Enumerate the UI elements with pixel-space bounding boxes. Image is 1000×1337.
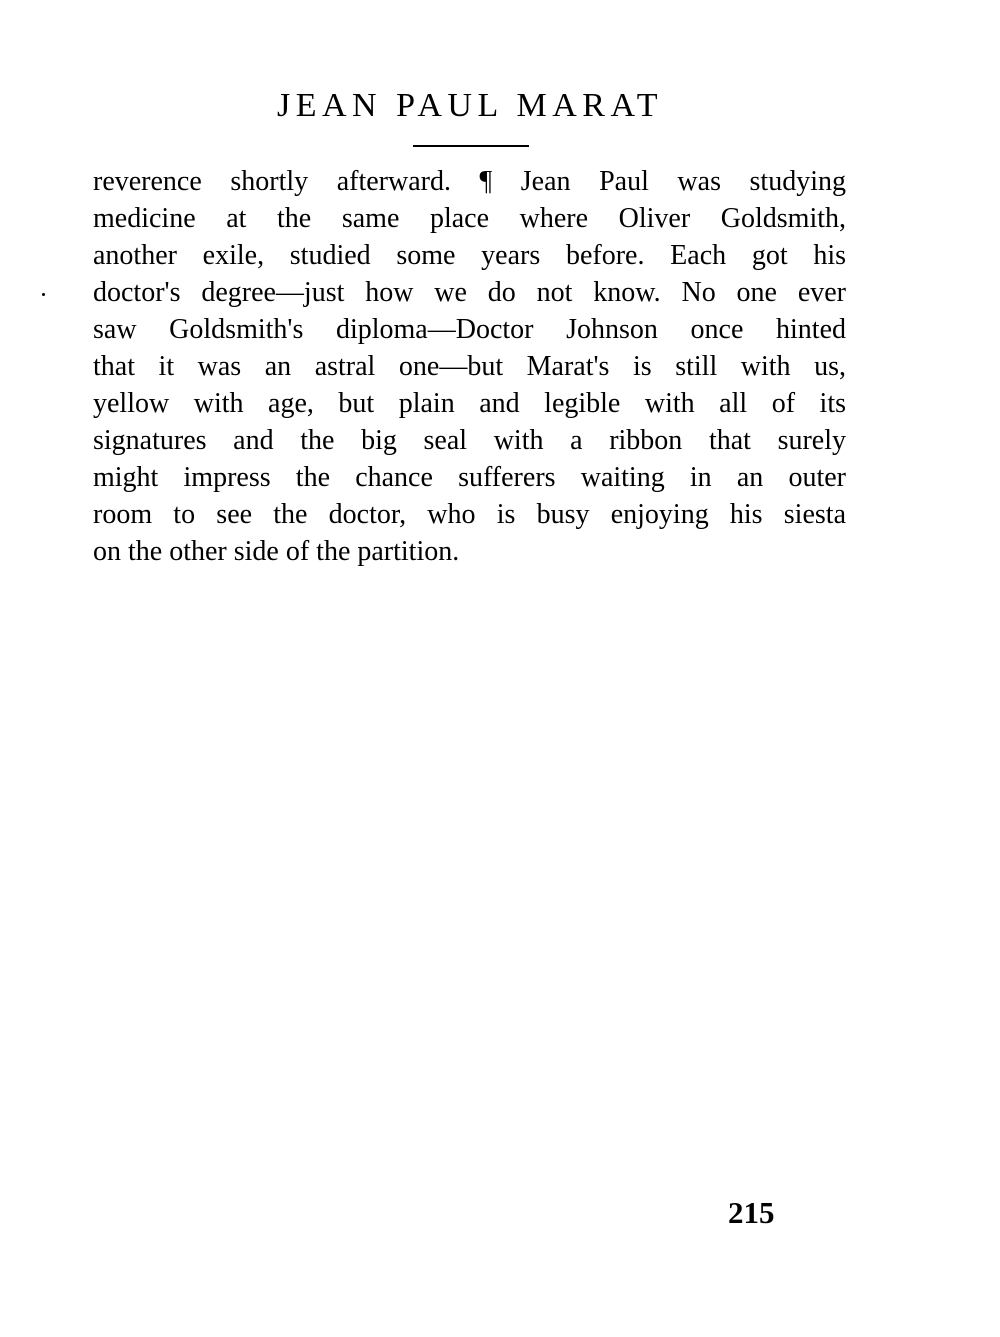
body-paragraph	[93, 163, 846, 570]
text-line: medicine at the same place where Oliver Goldsmith,	[93, 203, 846, 234]
text-line: another exile, studied some years before. Each got his	[93, 240, 846, 271]
text-line: might impress the chance sufferers waiting in an outer	[93, 462, 846, 493]
text-line: saw Goldsmith's diploma—Doctor Johnson once hinted	[93, 314, 846, 345]
text-line: on the other side of the partition.	[93, 536, 460, 567]
text-line: doctor's degree—just how we do not know. No one ever	[93, 277, 846, 308]
page-number: 215	[728, 1195, 775, 1230]
text-line: signatures and the big seal with a ribbon that surely	[93, 425, 846, 456]
head-rule-divider	[413, 145, 529, 147]
text-line: room to see the doctor, who is busy enjoying his siesta	[93, 499, 846, 530]
text-line: that it was an astral one—but Marat's is still with us,	[93, 351, 846, 382]
text-line: yellow with age, but plain and legible with all of its	[93, 388, 846, 419]
text-line: reverence shortly afterward. ¶ Jean Paul was studying	[93, 166, 846, 197]
margin-speck	[42, 293, 45, 296]
running-head: JEAN PAUL MARAT	[276, 87, 664, 124]
